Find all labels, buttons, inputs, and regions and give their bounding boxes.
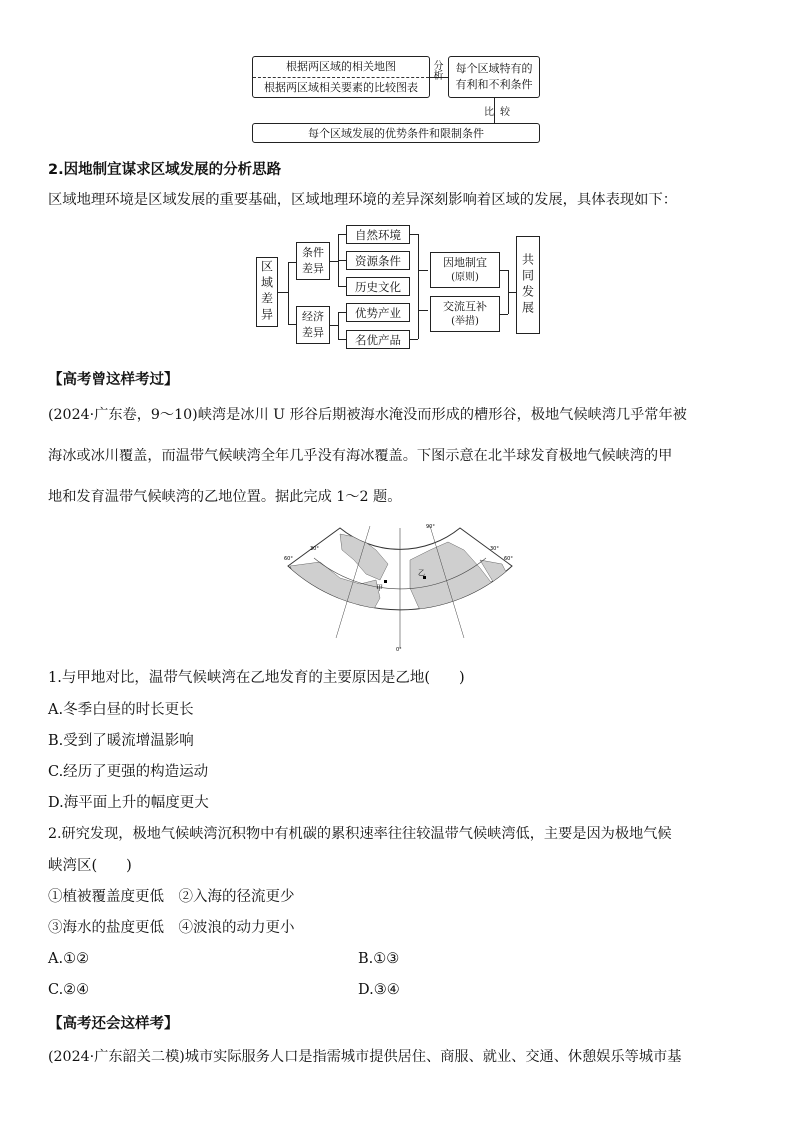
flow-right-box <box>448 56 540 98</box>
exam-past-line-3: 地和发育温带气候峡湾的乙地位置。据此完成 1～2 题。 <box>48 489 402 505</box>
diag-exchange-sub: (举措) <box>451 316 479 327</box>
diag-common: 共同发展 <box>516 236 540 334</box>
diag-line <box>410 234 418 235</box>
exam-future-heading: 【高考还会这样考】 <box>48 1016 179 1032</box>
diag-line <box>330 325 338 326</box>
diag-line <box>288 262 289 324</box>
flow-right-text: 每个区域特有的有利和不利条件 <box>455 62 533 91</box>
section2-heading: 2.因地制宜谋求区域发展的分析思路 <box>48 162 282 178</box>
exam-past-heading: 【高考曾这样考过】 <box>48 372 179 388</box>
diag-line <box>288 324 296 325</box>
map-label-90: 90° <box>426 524 435 530</box>
diag-line <box>338 286 346 287</box>
diag-econ-diff-label: 经济差异 <box>302 310 324 339</box>
q2-option-d: D.③④ <box>358 982 400 998</box>
map-label-yi: 乙 <box>418 569 425 577</box>
diag-adapt <box>430 252 500 288</box>
diag-econ-diff <box>296 306 330 344</box>
diag-line <box>418 310 428 311</box>
diag-advantage-ind: 优势产业 <box>346 303 410 322</box>
diag-line <box>338 312 346 313</box>
exam-future-line-1: (2024·广东韶关二模)城市实际服务人口是指需城市提供居住、商服、就业、交通、休憩娱乐等城市基 <box>48 1049 682 1065</box>
diag-adapt-title: 因地制宜 <box>443 256 487 269</box>
q2-items-2: ③海水的盐度更低 ④波浪的动力更小 <box>48 920 295 936</box>
diag-line <box>288 262 296 263</box>
diag-resource: 资源条件 <box>346 251 410 270</box>
diag-nature: 自然环境 <box>346 225 410 244</box>
q1-option-c: C.经历了更强的构造运动 <box>48 764 209 780</box>
q2-option-c: C.②④ <box>48 982 90 998</box>
diag-cond-diff <box>296 242 330 280</box>
diag-line <box>338 234 346 235</box>
diag-line <box>338 312 339 339</box>
diag-line <box>338 260 346 261</box>
flow-left-box <box>252 56 430 98</box>
flow-bottom-box <box>252 123 540 143</box>
diag-cond-diff-label: 条件差异 <box>302 246 324 275</box>
q2-items-1: ①植被覆盖度更低 ②入海的径流更少 <box>48 889 295 905</box>
diag-region-diff: 区域差异 <box>256 257 278 327</box>
flow-analyze-label: 分析 <box>431 60 442 80</box>
flow-left-bottom: 根据两区域相关要素的比较图表 <box>264 80 418 94</box>
map-label-30w: 30° <box>310 546 319 552</box>
diag-line <box>418 234 419 339</box>
q1-option-b: B.受到了暖流增温影响 <box>48 733 194 749</box>
q2-option-a: A.①② <box>48 951 90 967</box>
q2-option-b: B.①③ <box>358 951 400 967</box>
diag-history: 历史文化 <box>346 277 410 296</box>
map-point-jia <box>384 580 387 583</box>
map-label-60e: 60° <box>504 556 513 562</box>
diag-line <box>278 292 288 293</box>
fjord-map <box>280 520 520 652</box>
q1-option-d: D.海平面上升的幅度更大 <box>48 795 209 811</box>
diag-line <box>418 270 428 271</box>
diag-line <box>500 314 508 315</box>
q2-stem-2: 峡湾区( ) <box>48 858 132 874</box>
map-label-60w: 60° <box>284 556 293 562</box>
map-label-30e: 30° <box>490 546 499 552</box>
flow-bottom-text: 每个区域发展的优势条件和限制条件 <box>308 127 484 140</box>
diag-line <box>330 261 338 262</box>
flow-left-top: 根据两区域的相关地图 <box>286 59 396 73</box>
diag-line <box>338 339 346 340</box>
q1-option-a: A.冬季白昼的时长更长 <box>48 702 194 718</box>
diag-adapt-sub: (原则) <box>451 272 479 283</box>
map-label-0: 0° <box>396 647 402 652</box>
diag-line <box>500 270 508 271</box>
diag-exchange-title: 交流互补 <box>443 300 487 313</box>
q2-stem-1: 2.研究发现，极地气候峡湾沉积物中有机碳的累积速率往往较温带气候峡湾低，主要是因为极地气候 <box>48 826 672 842</box>
flow-compare-label: 比较 <box>484 107 516 118</box>
diag-line <box>410 339 418 340</box>
diag-famous-prod: 名优产品 <box>346 330 410 349</box>
exam-past-line-2: 海冰或冰川覆盖，而温带气候峡湾全年几乎没有海冰覆盖。下图示意在北半球发育极地气候峡湾的甲 <box>48 448 673 464</box>
diag-line <box>508 292 516 293</box>
section2-intro: 区域地理环境是区域发展的重要基础，区域地理环境的差异深刻影响着区域的发展，具体表现如下： <box>48 192 678 208</box>
diag-exchange <box>430 296 500 332</box>
map-label-jia: 甲 <box>376 584 383 592</box>
q1-stem: 1.与甲地对比，温带气候峡湾在乙地发育的主要原因是乙地( ) <box>48 670 465 686</box>
exam-past-line-1: (2024·广东卷，9～10)峡湾是冰川 U 形谷后期被海水淹没而形成的槽形谷，极地气候峡湾几乎常年被 <box>48 407 687 423</box>
